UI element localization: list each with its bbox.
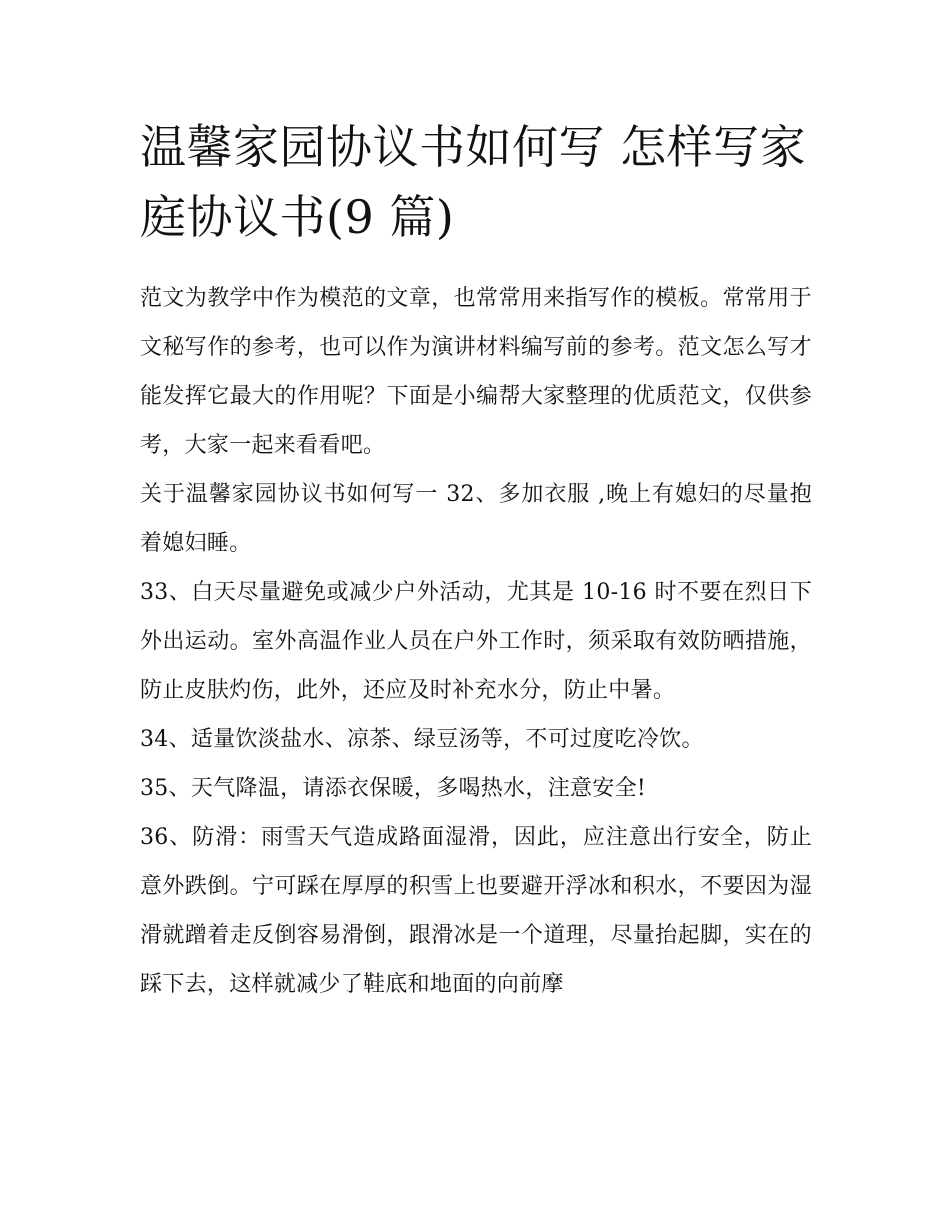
paragraph-35: 35、天气降温，请添衣保暖，多喝热水，注意安全!: [140, 776, 647, 801]
paragraph-34: 34、适量饮淡盐水、凉茶、绿豆汤等，不可过度吃冷饮。: [140, 727, 704, 752]
paragraph-33: 33、白天尽量避免或减少户外活动，尤其是 10-16 时不要在烈日下外出运动。室外高温作业人员在户外工作时，须采取有效防晒措施，防止皮肤灼伤，此外，还应及时补充水分，防止中暑。: [140, 580, 812, 703]
document-title: 温馨家园协议书如何写 怎样写家庭协议书(9 篇): [140, 120, 807, 244]
document-page: [140, 112, 812, 1009]
paragraph-36: 36、防滑：雨雪天气造成路面湿滑，因此，应注意出行安全，防止意外跌倒。宁可踩在厚厚的积雪上也要避开浮冰和积水，不要因为湿滑就蹭着走反倒容易滑倒，跟滑冰是一个道理，尽量抬起脚，实在的踩下去，这样就减少了鞋底和地面的向前摩: [140, 825, 812, 997]
document-body: [140, 274, 812, 1009]
paragraph-intro: 范文为教学中作为模范的文章，也常常用来指写作的模板。常常用于文秘写作的参考，也可以作为演讲材料编写前的参考。范文怎么写才能发挥它最大的作用呢？下面是小编帮大家整理的优质范文，仅供参考，大家一起来看看吧。: [140, 286, 812, 458]
paragraph-32: 关于温馨家园协议书如何写一 32、多加衣服 ,晚上有媳妇的尽量抱着媳妇睡。: [140, 482, 812, 556]
